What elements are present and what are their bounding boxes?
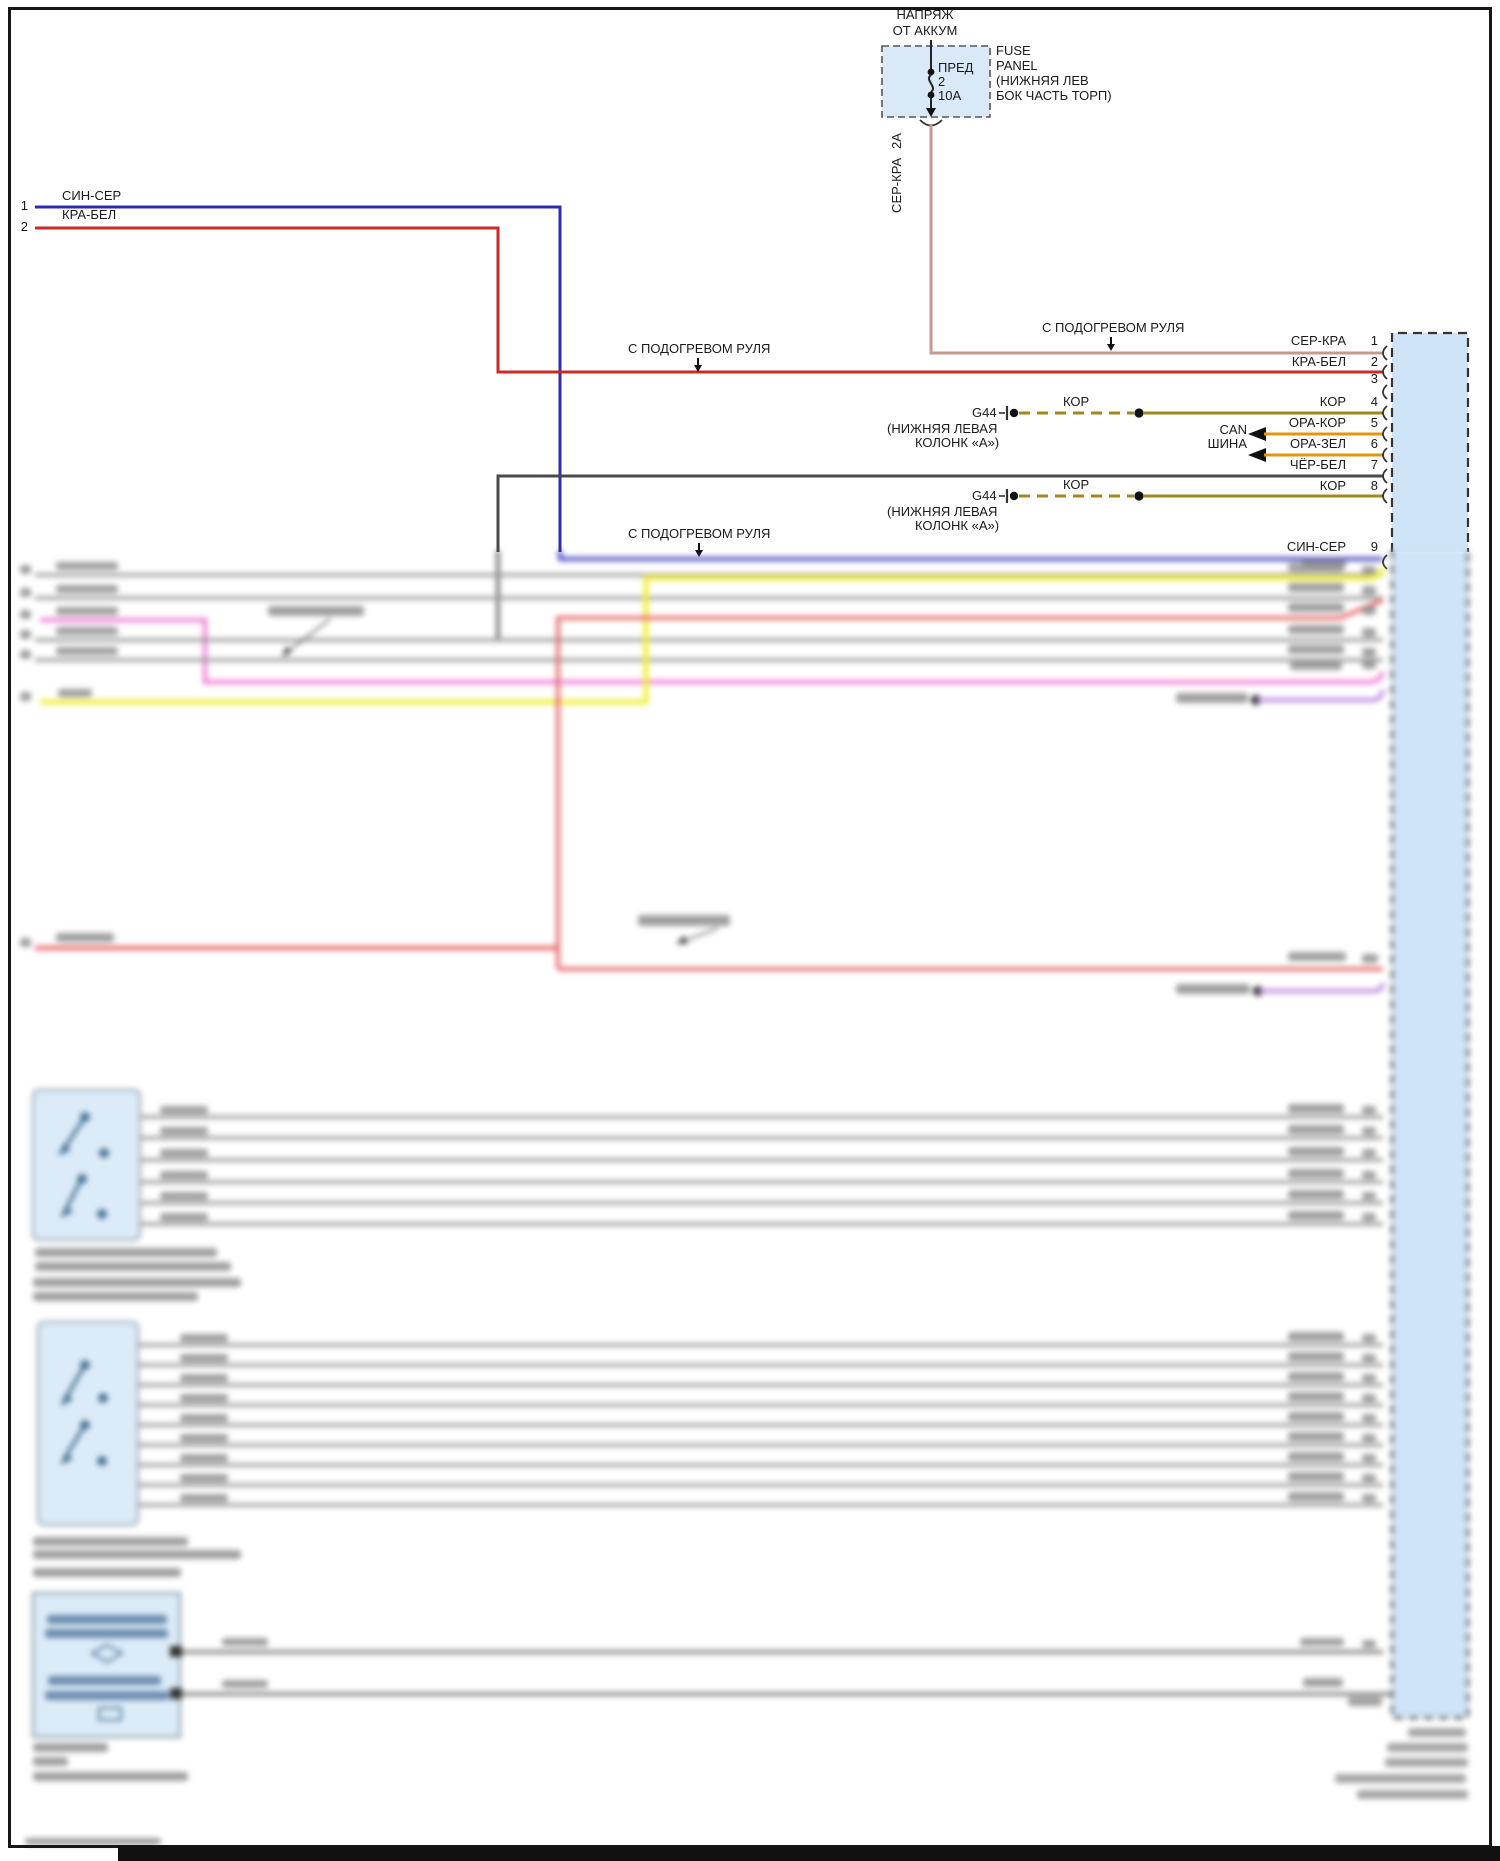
ground1-loc1: (НИЖНЯЯ ЛЕВАЯ (887, 421, 998, 436)
pin8-num: 8 (1370, 478, 1378, 493)
fuse-rating: 10А (938, 88, 962, 103)
fuse-panel-name-4: БОК ЧАСТЬ ТОРП) (996, 88, 1112, 103)
fuse-panel-name-1: FUSE (996, 43, 1031, 58)
source-title-line2: ОТ АККУМ (892, 23, 958, 38)
pin3-num: 3 (1370, 371, 1378, 386)
can-bus-label-2: ШИНА (1207, 436, 1247, 451)
pin9-num: 9 (1370, 539, 1378, 554)
pin2-label: КРА-БЕЛ (1291, 354, 1346, 369)
fuse-number: 2 (938, 74, 946, 89)
pin9-label: СИН-СЕР (1286, 539, 1346, 554)
fuse-out-wire-color: СЕР-КРА (889, 157, 905, 213)
ground1-loc2: КОЛОНК «А») (915, 435, 1000, 450)
pin5-label: ОРА-КОР (1288, 415, 1346, 430)
pin7-num: 7 (1370, 457, 1378, 472)
fuse-panel-name-3: (НИЖНЯЯ ЛЕВ (996, 73, 1089, 88)
ground2-loc1: (НИЖНЯЯ ЛЕВАЯ (887, 504, 998, 519)
left-wire1-label: СИН-СЕР (62, 188, 122, 203)
left-wire2-num: 2 (20, 219, 28, 234)
left-wire2-label: КРА-БЕЛ (62, 207, 117, 222)
pin7-label: ЧЁР-БЕЛ (1289, 457, 1346, 472)
source-title-line1: НАПРЯЖ (896, 7, 954, 22)
pin2-num: 2 (1370, 354, 1378, 369)
pin4-label: КОР (1319, 394, 1346, 409)
note-heated-2: С ПОДОГРЕВОМ РУЛЯ (1042, 320, 1185, 335)
pin4-num: 4 (1370, 394, 1378, 409)
note-heated-3: С ПОДОГРЕВОМ РУЛЯ (628, 526, 771, 541)
fuse-label: ПРЕД (938, 60, 974, 75)
left-wire1-num: 1 (20, 198, 28, 213)
page-border (8, 7, 1492, 1848)
can-bus-label-1: CAN (1219, 422, 1247, 437)
pin1-num: 1 (1370, 333, 1378, 348)
ground2-name: G44 (972, 488, 997, 503)
pin8-label: КОР (1319, 478, 1346, 493)
ground1-wire-label: КОР (1063, 394, 1090, 409)
pin5-num: 5 (1370, 415, 1378, 430)
ground1-name: G44 (972, 405, 997, 420)
pin1-label: СЕР-КРА (1290, 333, 1346, 348)
footer-bar (118, 1846, 1500, 1861)
ground2-loc2: КОЛОНК «А») (915, 518, 1000, 533)
fuse-out-pin: 2А (889, 133, 905, 149)
note-heated-1: С ПОДОГРЕВОМ РУЛЯ (628, 341, 771, 356)
pin6-label: ОРА-ЗЕЛ (1290, 436, 1346, 451)
ground2-wire-label: КОР (1063, 477, 1090, 492)
fuse-panel-name-2: PANEL (996, 58, 1038, 73)
pin6-num: 6 (1370, 436, 1378, 451)
